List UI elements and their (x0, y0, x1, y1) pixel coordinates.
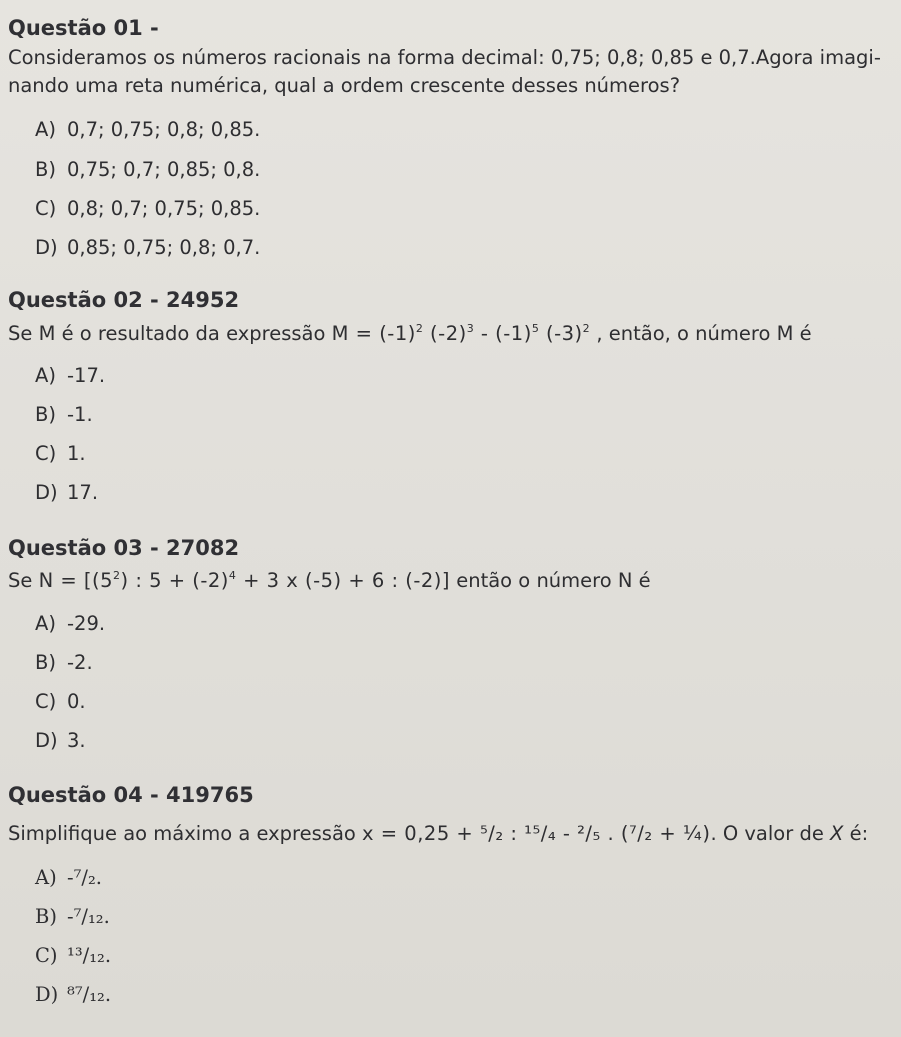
expr-exponent: 2 (113, 569, 121, 582)
expr-exponent: 3 (466, 322, 475, 335)
option-text: 17. (67, 481, 99, 504)
option-letter: C) (35, 690, 57, 713)
question-03-option-d[interactable] (35, 729, 86, 752)
option-text: 0. (67, 690, 86, 713)
expr-part: N = [(5 (38, 569, 114, 592)
option-text: 0,7; 0,75; 0,8; 0,85. (67, 118, 261, 141)
question-03-title: Questão 03 - 27082 (8, 536, 240, 560)
expr-exponent: 5 (531, 322, 540, 335)
question-01-option-c[interactable] (35, 197, 260, 220)
question-03-option-a[interactable] (35, 612, 105, 635)
option-text: -2. (67, 651, 93, 674)
question-04-text (8, 820, 868, 848)
expr-part: (-2) (423, 322, 467, 345)
question-04-option-d[interactable] (35, 983, 111, 1006)
question-02-text-suffix: , então, o número M é (590, 322, 812, 345)
option-text: 0,8; 0,7; 0,75; 0,85. (67, 197, 261, 220)
option-letter: B) (35, 651, 56, 674)
option-text: -⁷/₁₂. (67, 905, 110, 928)
question-02-option-d[interactable] (35, 481, 98, 504)
expr-exponent: 2 (415, 322, 424, 335)
question-01-title: Questão 01 - (8, 16, 159, 40)
question-02-text (8, 320, 812, 348)
expr-part: (-3) (539, 322, 583, 345)
question-03-text-prefix: Se (8, 569, 39, 592)
option-letter: D) (35, 983, 59, 1006)
option-text: 0,75; 0,7; 0,85; 0,8. (67, 158, 261, 181)
option-text: -29. (67, 612, 106, 635)
question-04-text-suffix: . O valor de (710, 822, 831, 845)
option-letter: D) (35, 481, 58, 504)
question-04-option-a[interactable] (35, 866, 102, 889)
question-04-option-c[interactable] (35, 944, 111, 967)
question-01-text-line1: Consideramos os números racionais na forma decimal: 0,75; 0,8; 0,85 e 0,7.Agora imagi- (8, 46, 881, 69)
question-04-text-end: é: (843, 822, 869, 845)
expr-exponent: 4 (228, 569, 237, 582)
expr-part: M = (-1) (331, 322, 416, 345)
question-03-option-c[interactable] (35, 690, 86, 713)
question-02-title: Questão 02 - 24952 (8, 288, 240, 312)
expr-part: + 3 x (-5) + 6 : (-2)] (236, 569, 451, 592)
question-02-option-a[interactable] (35, 364, 105, 387)
option-text: 3. (67, 729, 86, 752)
question-02-text-prefix: Se M é o resultado da expressão (8, 322, 332, 345)
question-01-option-b[interactable] (35, 158, 260, 181)
question-03-text-suffix: então o número N é (450, 569, 651, 592)
option-text: ¹³/₁₂. (67, 944, 112, 967)
option-letter: C) (35, 442, 57, 465)
question-01-option-d[interactable] (35, 236, 260, 259)
question-03-expression (39, 569, 450, 592)
option-letter: C) (35, 944, 58, 967)
question-04-expression: x = 0,25 + ⁵/₂ : ¹⁵/₄ - ²/₅ . (⁷/₂ + ¼) (362, 822, 711, 845)
question-02-option-c[interactable] (35, 442, 86, 465)
option-letter: B) (35, 905, 57, 928)
question-03-option-b[interactable] (35, 651, 93, 674)
option-text: -1. (67, 403, 93, 426)
question-04-text-prefix: Simplifique ao máximo a expressão (8, 822, 363, 845)
question-02-option-b[interactable] (35, 403, 93, 426)
option-letter: D) (35, 729, 58, 752)
question-04-option-b[interactable] (35, 905, 110, 928)
option-letter: A) (35, 612, 56, 635)
option-text: 0,85; 0,75; 0,8; 0,7. (67, 236, 261, 259)
question-04-variable: X (830, 822, 844, 845)
option-text: -17. (67, 364, 106, 387)
question-02-expression (332, 322, 591, 345)
option-letter: A) (35, 866, 57, 889)
option-letter: B) (35, 403, 56, 426)
option-letter: A) (35, 364, 56, 387)
expr-exponent: 2 (582, 322, 591, 335)
question-01-text-line2: nando uma reta numérica, qual a ordem crescente desses números? (8, 74, 681, 97)
question-04-title: Questão 04 - 419765 (8, 783, 254, 807)
option-text: ⁸⁷/₁₂. (67, 983, 112, 1006)
question-03-text (8, 567, 651, 595)
option-text: 1. (67, 442, 86, 465)
option-text: -⁷/₂. (67, 866, 102, 889)
option-letter: C) (35, 197, 57, 220)
expr-part: - (-1) (474, 322, 532, 345)
expr-part: ) : 5 + (-2) (120, 569, 229, 592)
option-letter: A) (35, 118, 56, 141)
option-letter: D) (35, 236, 58, 259)
question-01-option-a[interactable] (35, 118, 260, 141)
option-letter: B) (35, 158, 56, 181)
